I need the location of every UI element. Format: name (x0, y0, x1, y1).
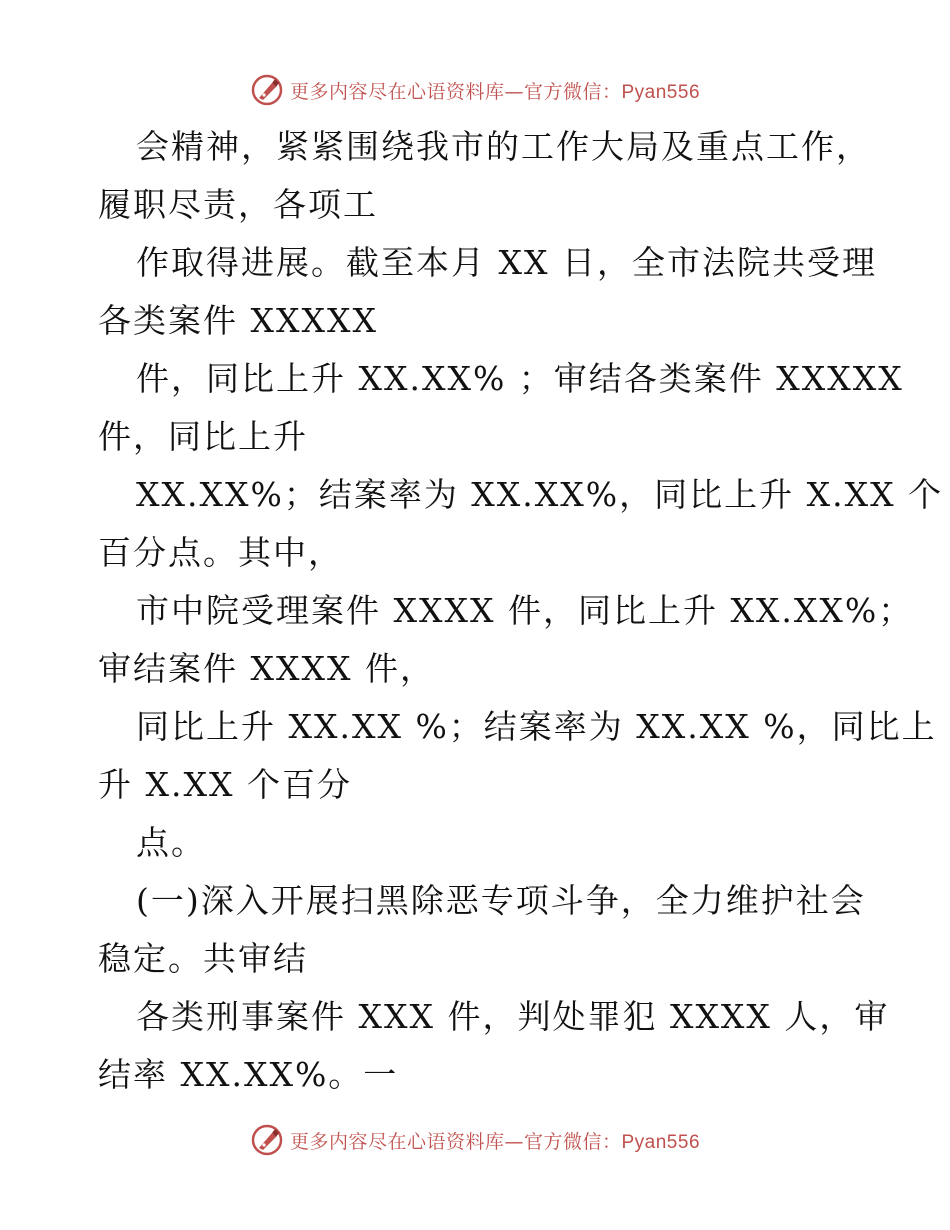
text-line: 升 X.XX 个百分 (98, 765, 352, 804)
text-line: 点。 (136, 823, 206, 862)
banner-wechat-id: Pyan556 (621, 81, 701, 103)
text-line: 各类刑事案件 XXX 件，判处罪犯 XXXX 人，审 (136, 997, 890, 1036)
document-body (98, 118, 944, 1104)
text-line: 同比上升 XX.XX %；结案率为 XX.XX %，同比上 (136, 707, 937, 746)
banner-text (290, 1127, 700, 1154)
pen-nib-logo-icon (250, 73, 284, 107)
banner-wechat-id: Pyan556 (621, 1131, 701, 1153)
text-line: 各类案件 XXXXX (98, 301, 378, 340)
text-line: 结率 XX.XX%。一 (98, 1055, 399, 1094)
text-line: 件，同比上升 XX.XX% ；审结各类案件 XXXXX (136, 359, 904, 398)
text-line: 百分点。其中， (98, 533, 343, 572)
text-line: XX.XX%；结案率为 XX.XX%，同比上升 X.XX 个 (136, 475, 944, 514)
footer-banner (0, 1120, 950, 1160)
text-line: 稳定。共审结 (98, 939, 308, 978)
text-line: 市中院受理案件 XXXX 件，同比上升 XX.XX%； (136, 591, 914, 630)
pen-nib-logo-icon (250, 1123, 284, 1157)
banner-label: 更多内容尽在心语资料库—官方微信： (289, 1130, 622, 1153)
text-line: 会精神，紧紧围绕我市的工作大局及重点工作， (136, 127, 871, 166)
text-line: 件，同比上升 (98, 417, 308, 456)
banner-text (290, 77, 700, 104)
banner-label: 更多内容尽在心语资料库—官方微信： (289, 80, 622, 103)
header-banner (0, 70, 950, 110)
text-line: 审结案件 XXXX 件， (98, 649, 435, 688)
text-line: (一)深入开展扫黑除恶专项斗争，全力维护社会 (136, 881, 866, 920)
text-line: 作取得进展。截至本月 XX 日，全市法院共受理 (136, 243, 877, 282)
text-line: 履职尽责，各项工 (98, 185, 378, 224)
